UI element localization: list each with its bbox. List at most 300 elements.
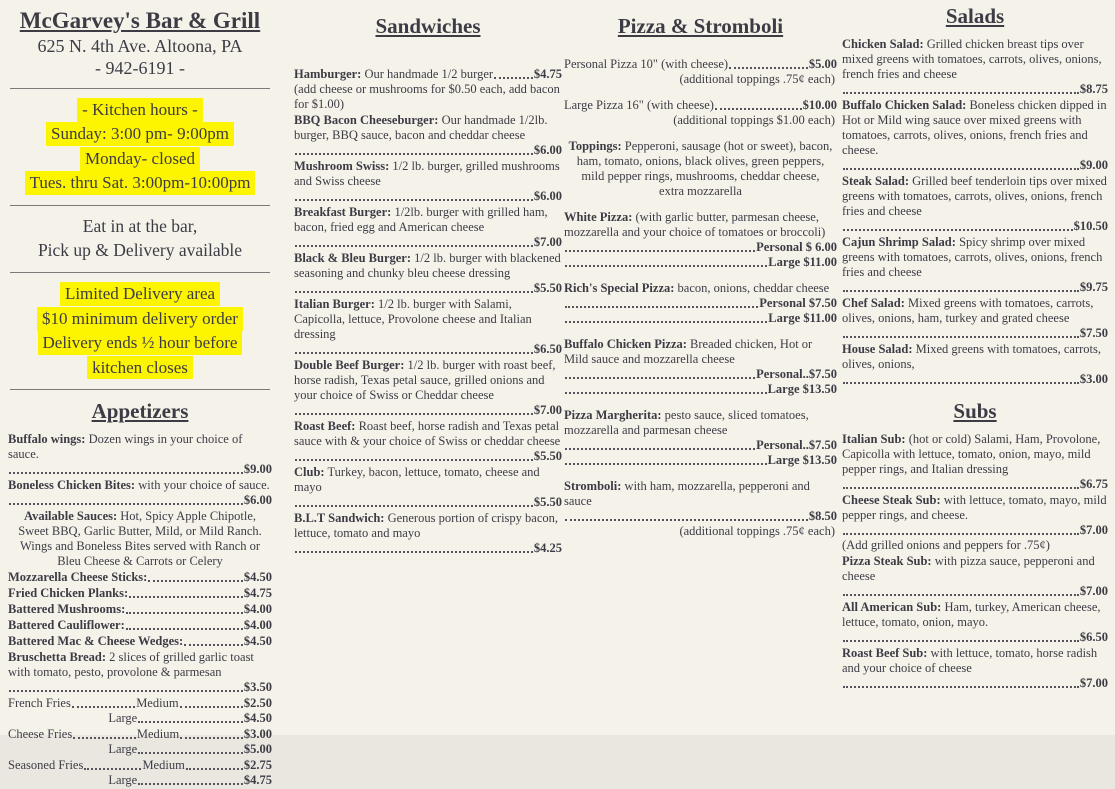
size-label: Medium (136, 726, 180, 741)
menu-item-line (294, 358, 562, 418)
item-text: Double Beef Burger: 1/2 lb. burger with roast beef, horse radish, Texas petal sauce, grilled onions and your choice of Swiss or Cheddar cheese (294, 358, 556, 402)
dot-leader (295, 352, 533, 354)
menu-item-line (8, 618, 272, 633)
item-text (8, 634, 183, 649)
menu-item (564, 337, 837, 397)
item-price: $7.00 (533, 403, 562, 417)
size-row (108, 711, 272, 726)
kitchen-hours-block (8, 98, 272, 196)
item-name: Cajun Shrimp Salad: (842, 235, 956, 249)
item-name: Double Beef Burger: (294, 358, 405, 372)
menu-item-line (842, 646, 1108, 691)
size-row (108, 773, 272, 788)
dot-leader (9, 690, 243, 692)
item-price: $5.50 (533, 495, 562, 509)
menu-item (8, 696, 272, 726)
item-text: Pizza Margherita: pesto sauce, sliced tomatoes, mozzarella and parmesan cheese (564, 408, 809, 437)
item-text: Club: Turkey, bacon, lettuce, tomato, cheese and mayo (294, 465, 540, 494)
info-text: Monday- closed (80, 147, 200, 171)
menu-item-line (294, 419, 562, 464)
dot-leader (73, 737, 136, 739)
menu-item (564, 281, 837, 326)
dot-leader (72, 706, 135, 708)
item-price: $7.00 (1079, 523, 1108, 537)
item-text: Cajun Shrimp Salad: Spicy shrimp over mixed greens with tomatoes, carrots, olives, onions, french fries and cheese (842, 235, 1103, 279)
menu-item-line (8, 696, 272, 711)
dot-leader (565, 306, 758, 308)
item-price: $6.75 (1079, 477, 1108, 491)
dot-leader (148, 580, 243, 582)
item-name: Fried Chicken Planks: (8, 585, 129, 600)
menu-item (564, 479, 837, 539)
item-name: Mozzarella Cheese Sticks: (8, 569, 148, 584)
menu-item-line (564, 281, 837, 296)
dot-leader (9, 503, 243, 505)
info-line (8, 282, 272, 306)
section-title: Pizza & Stromboli (617, 14, 784, 38)
menu-item-line (294, 251, 562, 296)
item-name: Pizza Margherita: (564, 408, 662, 422)
restaurant-phone: - 942-6191 - (95, 58, 185, 78)
restaurant-name: McGarvey's Bar & Grill (19, 8, 261, 33)
item-text: Buffalo Chicken Salad: Boneless chicken dipped in Hot or Mild wing sauce over mixed greens with tomatoes, carrots, olives, onions, french fries and cheese. (842, 98, 1107, 157)
item-price: $4.25 (533, 541, 562, 555)
item-note: (add cheese or mushrooms for $0.50 each, add bacon for $1.00) (294, 82, 560, 111)
menu-item-line (842, 493, 1108, 538)
dot-leader (843, 168, 1079, 170)
menu-item (842, 296, 1108, 341)
item-name: Chef Salad: (842, 296, 905, 310)
dot-leader (843, 382, 1079, 384)
item-text: Chicken Salad: Grilled chicken breast tips over mixed greens with tomatoes, carrots, olives, onions, french fries and cheese (842, 37, 1102, 81)
item-text: Italian Sub: (hot or cold) Salami, Ham, Provolone, Capicolla with lettuce, tomato, onion, mayo, mild pepper rings, and Italian dressing (842, 432, 1101, 476)
menu-item-line (564, 479, 837, 524)
section-sandwiches (294, 14, 562, 556)
section-appetizers (8, 399, 272, 788)
menu-item-line (8, 634, 272, 649)
item-name: Roast Beef: (294, 419, 356, 433)
item-name: Italian Burger: (294, 297, 375, 311)
item-price: $8.75 (1079, 82, 1108, 96)
menu-item-line (8, 478, 272, 508)
item-text: House Salad: Mixed greens with tomatoes, carrots, olives, onions, (842, 342, 1102, 371)
info-line (8, 331, 272, 355)
dot-leader (295, 505, 533, 507)
item-price: $6.00 (243, 492, 272, 507)
menu-item (8, 602, 272, 617)
item-name: BBQ Bacon Cheeseburger: (294, 113, 439, 127)
menu-item (842, 37, 1108, 97)
dot-leader (295, 413, 533, 415)
item-name: Club: (294, 465, 325, 479)
item-name: Rich's Special Pizza: (564, 281, 675, 295)
menu-item-line (842, 235, 1108, 295)
item-note: (additional toppings $1.00 each) (673, 113, 835, 127)
dot-leader (138, 783, 243, 785)
dot-leader (565, 265, 767, 267)
info-line (8, 122, 272, 146)
item-text: Rich's Special Pizza: bacon, onions, cheddar cheese (564, 281, 830, 295)
item-name: Toppings: (568, 139, 622, 153)
item-price: $4.75 (243, 772, 272, 787)
size-label: Large (108, 772, 138, 787)
menu-item-line (842, 37, 1108, 97)
dot-leader (9, 472, 243, 474)
menu-item (294, 297, 562, 357)
section-title: Sandwiches (375, 14, 481, 38)
menu-item-line (8, 586, 272, 601)
item-name: Battered Cauliflower: (8, 617, 125, 632)
item-name: Cheese Fries (8, 726, 73, 741)
item-name: Black & Bleu Burger: (294, 251, 412, 265)
dot-leader (186, 768, 243, 770)
info-line (8, 147, 272, 171)
menu-item (8, 727, 272, 757)
dot-leader (565, 463, 767, 465)
item-text: BBQ Bacon Cheeseburger: Our handmade 1/2lb. burger, BBQ sauce, bacon and cheddar cheese (294, 113, 548, 142)
restaurant-header (8, 8, 272, 79)
item-name: Buffalo wings: (8, 431, 86, 446)
info-text: Limited Delivery area (60, 282, 220, 306)
info-text: Eat in at the bar, (82, 215, 198, 236)
info-line (8, 307, 272, 331)
item-name: Pizza Steak Sub: (842, 554, 932, 568)
menu-item (564, 98, 837, 128)
price-row (564, 296, 837, 311)
item-price: $4.50 (243, 633, 272, 648)
item-text (8, 570, 147, 585)
item-text (8, 758, 83, 773)
dot-leader (843, 487, 1079, 489)
item-name: Buffalo Chicken Pizza: (564, 337, 687, 351)
dot-leader (129, 596, 243, 598)
item-text: Boneless Chicken Bites: with your choice of sauce. (8, 477, 270, 492)
menu-item (8, 509, 272, 569)
dot-leader (126, 628, 243, 630)
item-text: Toppings: Pepperoni, sausage (hot or sweet), bacon, ham, tomato, onions, black olives, green peppers, mild pepper rings, mushrooms, cheddar cheese, extra mozzarella (568, 139, 833, 198)
item-price: $6.00 (533, 143, 562, 157)
menu-item-line (564, 139, 837, 199)
item-name: White Pizza: (564, 210, 633, 224)
info-text: - Kitchen hours - (77, 98, 203, 122)
item-price: $5.50 (533, 449, 562, 463)
item-price: $4.00 (243, 601, 272, 616)
dot-leader (126, 612, 243, 614)
dot-leader (729, 67, 808, 69)
menu-item-line (842, 296, 1108, 341)
menu-item-line (294, 113, 562, 158)
menu-item (294, 511, 562, 556)
item-name: Seasoned Fries (8, 757, 84, 772)
menu-item-line (294, 511, 562, 556)
item-text (8, 586, 128, 601)
item-text (8, 602, 125, 617)
item-text: Black & Bleu Burger: 1/2 lb. burger with blackened seasoning and chunky bleu cheese dressing (294, 251, 561, 280)
menu-item (294, 67, 562, 112)
menu-item (842, 342, 1108, 387)
item-price: $6.50 (1079, 630, 1108, 644)
menu-item (8, 618, 272, 633)
info-text: Delivery ends ½ hour before (38, 331, 243, 355)
item-price: $4.75 (243, 585, 272, 600)
menu-item (842, 493, 1108, 553)
dot-leader (295, 291, 533, 293)
menu-item (564, 408, 837, 468)
dot-leader (180, 706, 243, 708)
dot-leader (843, 336, 1079, 338)
item-name: Personal Pizza 10" (564, 57, 658, 71)
dot-leader (843, 533, 1079, 535)
menu-item-line (564, 57, 837, 72)
dot-leader (295, 199, 533, 201)
item-text: B.L.T Sandwich: Generous portion of crispy bacon, lettuce, tomato and mayo (294, 511, 559, 540)
dot-leader (295, 245, 533, 247)
item-price: $2.50 (243, 695, 273, 710)
menu-item-line (842, 342, 1108, 387)
item-price: $6.50 (533, 342, 562, 356)
item-name: Boneless Chicken Bites: (8, 477, 136, 492)
item-price: $13.50 (802, 382, 837, 396)
item-price: $7.50 (808, 296, 837, 310)
dot-leader (565, 392, 767, 394)
menu-item (8, 432, 272, 477)
section-subs (842, 399, 1108, 691)
dot-leader (138, 752, 243, 754)
dot-leader (565, 321, 767, 323)
price-size-label: Large (768, 311, 801, 325)
menu-item (842, 235, 1108, 295)
size-label: Large (108, 710, 138, 725)
price-row (564, 255, 837, 270)
item-text: Roast Beef: Roast beef, horse radish and Texas petal sauce with & your choice of Swiss or cheddar cheese (294, 419, 561, 448)
item-text: Buffalo Chicken Pizza: Breaded chicken, Hot or Mild sauce and mozzarella cheese (564, 337, 813, 366)
dot-leader (84, 768, 141, 770)
item-name: Stromboli: (564, 479, 622, 493)
item-note: (Add grilled onions and peppers for .75¢) (842, 538, 1050, 552)
menu-item (842, 600, 1108, 645)
price-size-label: Large (767, 453, 800, 467)
item-price: Personal..$7.50 (756, 438, 837, 452)
menu-item (8, 758, 272, 788)
item-price: $2.75 (243, 757, 273, 772)
item-text: Available Sauces: Hot, Spicy Apple Chipotle, Sweet BBQ, Garlic Butter, Mild, or Mild Ranch. Wings and Boneless Bites served with Ranch or Bleu Cheese & Carrots or Celery (18, 508, 262, 568)
item-text (8, 727, 72, 742)
item-price: $4.00 (243, 617, 272, 632)
item-name: Chicken Salad: (842, 37, 924, 51)
item-price: $7.50 (1079, 326, 1108, 340)
item-price: $11.00 (803, 311, 837, 325)
item-name: All American Sub: (842, 600, 942, 614)
dot-leader (295, 153, 533, 155)
size-label: Medium (136, 695, 179, 710)
item-price: $3.00 (243, 726, 272, 741)
dot-leader (295, 459, 533, 461)
price-row (564, 453, 837, 468)
info-text: Tues. thru Sat. 3:00pm-10:00pm (25, 171, 256, 195)
item-price: $8.50 (808, 509, 837, 523)
info-line (8, 356, 272, 380)
item-text: Bruschetta Bread: 2 slices of grilled garlic toast with tomato, pesto, provolone & parmesan (8, 649, 254, 679)
item-price: Personal..$7.50 (756, 367, 837, 381)
item-name: Bruschetta Bread: (8, 649, 107, 664)
item-name: B.L.T Sandwich: (294, 511, 385, 525)
item-price: $5.00 (243, 741, 272, 756)
item-text: Chef Salad: Mixed greens with tomatoes, carrots, olives, onions, ham, turkey and grated cheese (842, 296, 1094, 325)
menu-item-line (8, 650, 272, 695)
item-text: Steak Salad: Grilled beef tenderloin tips over mixed greens with tomatoes, carrots, olives, onions, french fries and cheese (842, 174, 1107, 218)
info-line (8, 239, 272, 263)
price-size-label: Large (767, 382, 800, 396)
info-line (8, 215, 272, 239)
section-salads (842, 4, 1108, 387)
item-name: Battered Mushrooms: (8, 601, 126, 616)
menu-item (294, 465, 562, 510)
item-price: $5.00 (808, 57, 837, 71)
menu-column-4 (842, 2, 1108, 692)
menu-item (294, 358, 562, 418)
menu-item-line (8, 509, 272, 569)
item-text: Personal Pizza 10" (with cheese) (564, 57, 729, 71)
menu-item-line (842, 174, 1108, 234)
item-price: $3.00 (1079, 372, 1108, 386)
item-name: Battered Mac & Cheese Wedges: (8, 633, 184, 648)
item-text: Italian Burger: 1/2 lb. burger with Salami, Capicolla, lettuce, Provolone cheese and Italian dressing (294, 297, 532, 341)
item-name: Italian Sub: (842, 432, 906, 446)
item-name: Large Pizza 16" (564, 98, 644, 112)
menu-item (842, 432, 1108, 492)
menu-item-line (294, 67, 562, 82)
size-row (108, 742, 272, 757)
item-price: $4.50 (243, 710, 272, 725)
item-price: $3.50 (243, 679, 272, 694)
dot-leader (138, 721, 243, 723)
item-text: White Pizza: (with garlic butter, parmesan cheese, mozzarella and your choice of tomatoes or broccoli) (564, 210, 826, 239)
menu-item-line (8, 570, 272, 585)
dot-leader (843, 686, 1079, 688)
item-name: Cheese Steak Sub: (842, 493, 941, 507)
info-text: Pick up & Delivery available (37, 239, 243, 260)
item-price: $6.00 (533, 189, 562, 203)
menu-item (842, 174, 1108, 234)
item-price: $7.00 (533, 235, 562, 249)
menu-column-3 (564, 12, 837, 550)
info-line (8, 171, 272, 195)
menu-item-line (8, 758, 272, 773)
item-name: French Fries (8, 695, 71, 710)
menu-item (8, 634, 272, 649)
info-text: $10 minimum delivery order (37, 307, 243, 331)
section-title: Subs (953, 399, 997, 423)
item-text: Roast Beef Sub: with lettuce, tomato, horse radish and your choice of cheese (842, 646, 1098, 675)
dot-leader (295, 551, 533, 553)
menu-item (8, 478, 272, 508)
menu-item-line (564, 98, 837, 113)
dot-leader (843, 290, 1079, 292)
item-price: $13.50 (802, 453, 837, 467)
item-text: Hamburger: Our handmade 1/2 burger (294, 67, 494, 81)
service-info-block (8, 215, 272, 264)
item-price: $ 6.00 (805, 240, 837, 254)
menu-column-2 (294, 12, 562, 557)
item-text: Buffalo wings: Dozen wings in your choice of sauce. (8, 431, 243, 461)
dot-leader (184, 644, 243, 646)
item-price: $10.00 (802, 98, 837, 112)
menu-item-line (564, 337, 837, 382)
item-price: $10.50 (1073, 219, 1108, 233)
dot-leader (565, 250, 755, 252)
item-price: $11.00 (803, 255, 837, 269)
item-price: $9.00 (1079, 158, 1108, 172)
price-size-label: Personal (759, 296, 806, 310)
menu-item (8, 586, 272, 601)
menu-item-line (8, 432, 272, 477)
item-price: $9.75 (1079, 280, 1108, 294)
divider (10, 389, 270, 390)
menu-item-line (294, 465, 562, 510)
menu-item (564, 57, 837, 87)
item-text (8, 618, 125, 633)
info-text: kitchen closes (87, 356, 193, 380)
menu-item (842, 98, 1108, 173)
menu-item-line (294, 205, 562, 250)
menu-item (8, 650, 272, 695)
menu-item-line (842, 432, 1108, 492)
item-name: Buffalo Chicken Salad: (842, 98, 967, 112)
divider (10, 272, 270, 273)
dot-leader (843, 640, 1079, 642)
menu-item (842, 646, 1108, 691)
divider (10, 205, 270, 206)
menu-item-line (8, 727, 272, 742)
divider (10, 88, 270, 89)
menu-item (842, 554, 1108, 599)
menu-item-line (294, 297, 562, 357)
menu-item-line (564, 210, 837, 240)
item-price: $7.00 (1079, 676, 1108, 690)
item-name: Hamburger: (294, 67, 362, 81)
item-text: Stromboli: with ham, mozzarella, pepperoni and sauce (564, 479, 810, 508)
item-text: All American Sub: Ham, turkey, American cheese, lettuce, tomato, onion, mayo. (842, 600, 1101, 629)
menu-item (8, 570, 272, 585)
menu-item (564, 139, 837, 199)
item-price: $9.00 (243, 461, 272, 476)
dot-leader (180, 737, 243, 739)
item-text: Breakfast Burger: 1/2lb. burger with grilled ham, bacon, fried egg and American cheese (294, 205, 548, 234)
price-size-label: Large (768, 255, 801, 269)
item-text (8, 696, 71, 711)
menu-item-line (842, 98, 1108, 173)
dot-leader (843, 92, 1079, 94)
item-price: $5.50 (533, 281, 562, 295)
item-name: Roast Beef Sub: (842, 646, 928, 660)
menu-item (294, 419, 562, 464)
item-text: Pizza Steak Sub: with pizza sauce, pepperoni and cheese (842, 554, 1095, 583)
item-name: Available Sauces: (23, 508, 118, 523)
dot-leader (715, 108, 802, 110)
price-row (564, 240, 837, 255)
menu-item (294, 113, 562, 158)
menu-item (564, 210, 837, 270)
dot-leader (565, 377, 755, 379)
info-text: Sunday: 3:00 pm- 9:00pm (46, 122, 234, 146)
price-size-label: Personal (756, 240, 803, 254)
item-text: Mushroom Swiss: 1/2 lb. burger, grilled mushrooms and Swiss cheese (294, 159, 560, 188)
item-note: (additional toppings .75¢ each) (679, 524, 835, 538)
item-note: (additional toppings .75¢ each) (679, 72, 835, 86)
dot-leader (843, 594, 1079, 596)
item-price: $4.50 (243, 569, 272, 584)
menu-item-line (8, 602, 272, 617)
